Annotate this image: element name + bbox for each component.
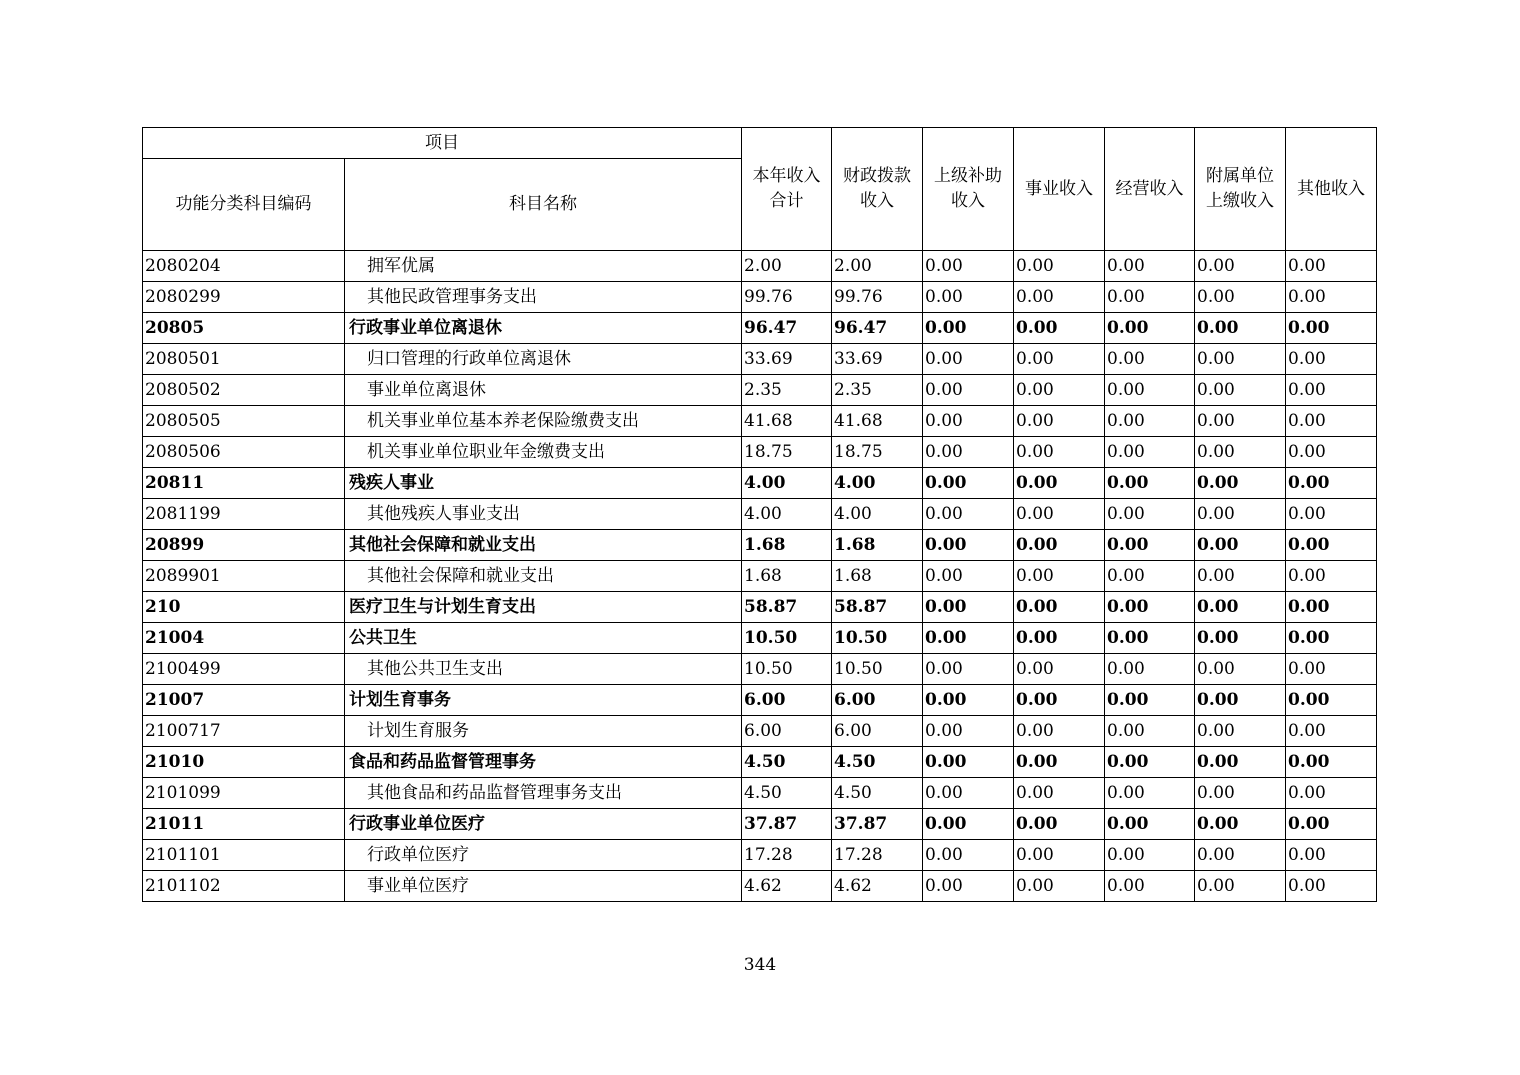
value-cell: 4.00	[742, 499, 832, 530]
value-cell: 1.68	[742, 530, 832, 561]
name-cell: 其他食品和药品监督管理事务支出	[345, 778, 742, 809]
value-cell: 0.00	[1286, 623, 1377, 654]
table-row	[143, 716, 1377, 747]
header-col-line: 经营收入	[1115, 178, 1184, 199]
value-cell: 0.00	[1286, 282, 1377, 313]
value-cell: 0.00	[1195, 685, 1286, 716]
name-cell: 其他公共卫生支出	[345, 654, 742, 685]
name-cell: 其他社会保障和就业支出	[345, 530, 742, 561]
value-cell: 0.00	[1105, 313, 1195, 344]
value-cell: 0.00	[1014, 871, 1105, 902]
value-cell: 0.00	[1105, 685, 1195, 716]
code-cell: 21007	[143, 685, 345, 716]
value-cell: 99.76	[742, 282, 832, 313]
name-cell: 其他社会保障和就业支出	[345, 561, 742, 592]
value-cell: 10.50	[742, 623, 832, 654]
value-cell: 0.00	[1014, 282, 1105, 313]
value-cell: 0.00	[923, 871, 1014, 902]
value-cell: 0.00	[1014, 623, 1105, 654]
table-row	[143, 282, 1377, 313]
table-header	[143, 128, 1377, 251]
value-cell: 0.00	[1195, 840, 1286, 871]
value-cell: 0.00	[1014, 716, 1105, 747]
name-cell: 行政单位医疗	[345, 840, 742, 871]
code-cell: 2080204	[143, 251, 345, 282]
value-cell: 0.00	[1195, 809, 1286, 840]
value-cell: 0.00	[1195, 530, 1286, 561]
value-cell: 0.00	[923, 499, 1014, 530]
value-cell: 0.00	[1195, 437, 1286, 468]
code-cell: 21011	[143, 809, 345, 840]
name-cell: 事业单位医疗	[345, 871, 742, 902]
value-cell: 1.68	[742, 561, 832, 592]
value-cell: 17.28	[742, 840, 832, 871]
value-cell: 0.00	[1105, 561, 1195, 592]
name-cell: 机关事业单位基本养老保险缴费支出	[345, 406, 742, 437]
table-row	[143, 840, 1377, 871]
code-cell: 2081199	[143, 499, 345, 530]
value-cell: 0.00	[1014, 530, 1105, 561]
name-cell: 其他民政管理事务支出	[345, 282, 742, 313]
header-col-line: 合计	[769, 191, 804, 211]
value-cell: 0.00	[1105, 282, 1195, 313]
value-cell: 0.00	[1195, 778, 1286, 809]
value-cell: 0.00	[923, 530, 1014, 561]
value-cell: 17.28	[832, 840, 923, 871]
value-cell: 0.00	[923, 344, 1014, 375]
value-cell: 0.00	[923, 406, 1014, 437]
name-cell: 计划生育事务	[345, 685, 742, 716]
code-cell: 20811	[143, 468, 345, 499]
header-col-line: 上缴收入	[1206, 191, 1274, 211]
name-cell: 机关事业单位职业年金缴费支出	[345, 437, 742, 468]
code-cell: 2080299	[143, 282, 345, 313]
value-cell: 0.00	[1105, 530, 1195, 561]
header-col-superior-subsidy	[923, 128, 1014, 251]
code-cell: 2101101	[143, 840, 345, 871]
value-cell: 0.00	[1014, 840, 1105, 871]
header-col-line: 附属单位	[1206, 166, 1274, 186]
table-row	[143, 375, 1377, 406]
value-cell: 0.00	[1286, 716, 1377, 747]
value-cell: 0.00	[1105, 592, 1195, 623]
value-cell: 37.87	[832, 809, 923, 840]
value-cell: 2.00	[742, 251, 832, 282]
value-cell: 33.69	[742, 344, 832, 375]
value-cell: 0.00	[923, 747, 1014, 778]
name-cell: 食品和药品监督管理事务	[345, 747, 742, 778]
code-cell: 21004	[143, 623, 345, 654]
code-cell: 2080501	[143, 344, 345, 375]
table-row	[143, 406, 1377, 437]
name-cell: 归口管理的行政单位离退休	[345, 344, 742, 375]
value-cell: 0.00	[923, 251, 1014, 282]
value-cell: 0.00	[1014, 654, 1105, 685]
value-cell: 0.00	[1195, 561, 1286, 592]
value-cell: 0.00	[1195, 282, 1286, 313]
value-cell: 0.00	[1105, 251, 1195, 282]
header-col-total	[742, 128, 832, 251]
value-cell: 0.00	[1286, 747, 1377, 778]
value-cell: 0.00	[923, 840, 1014, 871]
value-cell: 0.00	[1286, 809, 1377, 840]
table-body	[143, 251, 1377, 902]
table-row	[143, 871, 1377, 902]
table-row	[143, 468, 1377, 499]
name-cell: 事业单位离退休	[345, 375, 742, 406]
value-cell: 0.00	[1014, 685, 1105, 716]
header-col-other-income	[1286, 128, 1377, 251]
value-cell: 0.00	[1286, 406, 1377, 437]
value-cell: 0.00	[1105, 344, 1195, 375]
value-cell: 0.00	[923, 437, 1014, 468]
page-number: 344	[743, 955, 777, 975]
header-col-affiliate-income	[1195, 128, 1286, 251]
value-cell: 0.00	[1014, 778, 1105, 809]
value-cell: 0.00	[1105, 437, 1195, 468]
value-cell: 0.00	[1105, 468, 1195, 499]
header-col-line: 本年收入	[752, 166, 821, 186]
value-cell: 0.00	[923, 313, 1014, 344]
value-cell: 4.00	[832, 499, 923, 530]
code-cell: 2101099	[143, 778, 345, 809]
name-cell: 公共卫生	[345, 623, 742, 654]
value-cell: 0.00	[1105, 778, 1195, 809]
value-cell: 6.00	[832, 716, 923, 747]
value-cell: 2.35	[832, 375, 923, 406]
value-cell: 0.00	[1195, 313, 1286, 344]
value-cell: 0.00	[923, 375, 1014, 406]
table-row	[143, 437, 1377, 468]
value-cell: 0.00	[1286, 592, 1377, 623]
value-cell: 0.00	[923, 282, 1014, 313]
table-row	[143, 685, 1377, 716]
value-cell: 0.00	[1014, 375, 1105, 406]
header-col-line: 事业收入	[1025, 178, 1093, 199]
value-cell: 4.62	[742, 871, 832, 902]
name-cell: 行政事业单位离退休	[345, 313, 742, 344]
table-row	[143, 623, 1377, 654]
value-cell: 10.50	[742, 654, 832, 685]
table-row	[143, 747, 1377, 778]
value-cell: 0.00	[1014, 809, 1105, 840]
table-row	[143, 313, 1377, 344]
value-cell: 0.00	[1195, 406, 1286, 437]
value-cell: 4.00	[742, 468, 832, 499]
header-col-line: 上级补助	[934, 166, 1002, 186]
code-cell: 2100717	[143, 716, 345, 747]
value-cell: 0.00	[923, 592, 1014, 623]
value-cell: 0.00	[923, 809, 1014, 840]
header-col-fiscal	[832, 128, 923, 251]
value-cell: 0.00	[1105, 809, 1195, 840]
value-cell: 0.00	[1105, 871, 1195, 902]
header-code: 功能分类科目编码	[143, 159, 345, 251]
value-cell: 0.00	[1195, 468, 1286, 499]
value-cell: 0.00	[923, 716, 1014, 747]
value-cell: 4.50	[742, 747, 832, 778]
value-cell: 0.00	[923, 561, 1014, 592]
header-project: 项目	[143, 128, 742, 159]
value-cell: 0.00	[1014, 251, 1105, 282]
value-cell: 41.68	[742, 406, 832, 437]
value-cell: 1.68	[832, 561, 923, 592]
value-cell: 0.00	[1195, 375, 1286, 406]
value-cell: 6.00	[742, 685, 832, 716]
table-row	[143, 809, 1377, 840]
value-cell: 0.00	[1286, 871, 1377, 902]
value-cell: 99.76	[832, 282, 923, 313]
value-cell: 0.00	[1195, 499, 1286, 530]
code-cell: 21010	[143, 747, 345, 778]
value-cell: 41.68	[832, 406, 923, 437]
value-cell: 0.00	[1286, 530, 1377, 561]
table-row	[143, 592, 1377, 623]
value-cell: 0.00	[1195, 747, 1286, 778]
table-row	[143, 778, 1377, 809]
header-col-business-income	[1014, 128, 1105, 251]
code-cell: 2089901	[143, 561, 345, 592]
header-col-operating-income	[1105, 128, 1195, 251]
value-cell: 0.00	[1286, 437, 1377, 468]
value-cell: 0.00	[1195, 251, 1286, 282]
value-cell: 0.00	[1286, 375, 1377, 406]
value-cell: 0.00	[1195, 654, 1286, 685]
value-cell: 0.00	[1105, 654, 1195, 685]
value-cell: 0.00	[1195, 623, 1286, 654]
name-cell: 拥军优属	[345, 251, 742, 282]
value-cell: 0.00	[923, 778, 1014, 809]
value-cell: 0.00	[1286, 778, 1377, 809]
code-cell: 2080505	[143, 406, 345, 437]
value-cell: 0.00	[1286, 468, 1377, 499]
header-col-line: 财政拨款	[843, 166, 911, 186]
value-cell: 0.00	[1105, 716, 1195, 747]
name-cell: 计划生育服务	[345, 716, 742, 747]
value-cell: 10.50	[832, 654, 923, 685]
value-cell: 0.00	[1286, 685, 1377, 716]
code-cell: 210	[143, 592, 345, 623]
value-cell: 0.00	[923, 468, 1014, 499]
value-cell: 58.87	[742, 592, 832, 623]
header-col-line: 收入	[951, 191, 985, 211]
value-cell: 0.00	[1105, 623, 1195, 654]
table-row	[143, 561, 1377, 592]
code-cell: 20899	[143, 530, 345, 561]
value-cell: 37.87	[742, 809, 832, 840]
header-col-line: 收入	[860, 191, 894, 211]
value-cell: 0.00	[1014, 344, 1105, 375]
code-cell: 2100499	[143, 654, 345, 685]
value-cell: 4.00	[832, 468, 923, 499]
value-cell: 0.00	[1286, 654, 1377, 685]
value-cell: 33.69	[832, 344, 923, 375]
value-cell: 0.00	[1105, 375, 1195, 406]
name-cell: 其他残疾人事业支出	[345, 499, 742, 530]
value-cell: 0.00	[1195, 716, 1286, 747]
value-cell: 0.00	[1286, 561, 1377, 592]
code-cell: 2080502	[143, 375, 345, 406]
table-row	[143, 344, 1377, 375]
code-cell: 2101102	[143, 871, 345, 902]
value-cell: 6.00	[832, 685, 923, 716]
value-cell: 0.00	[923, 685, 1014, 716]
code-cell: 20805	[143, 313, 345, 344]
value-cell: 0.00	[1014, 406, 1105, 437]
value-cell: 0.00	[1195, 344, 1286, 375]
value-cell: 4.50	[742, 778, 832, 809]
value-cell: 0.00	[1286, 840, 1377, 871]
value-cell: 58.87	[832, 592, 923, 623]
value-cell: 4.50	[832, 747, 923, 778]
value-cell: 0.00	[1105, 499, 1195, 530]
name-cell: 行政事业单位医疗	[345, 809, 742, 840]
value-cell: 0.00	[1105, 406, 1195, 437]
value-cell: 0.00	[1014, 561, 1105, 592]
value-cell: 0.00	[1195, 871, 1286, 902]
value-cell: 4.50	[832, 778, 923, 809]
value-cell: 4.62	[832, 871, 923, 902]
name-cell: 医疗卫生与计划生育支出	[345, 592, 742, 623]
value-cell: 0.00	[923, 623, 1014, 654]
value-cell: 0.00	[1014, 437, 1105, 468]
value-cell: 0.00	[1286, 313, 1377, 344]
table-row	[143, 499, 1377, 530]
value-cell: 96.47	[742, 313, 832, 344]
value-cell: 0.00	[1105, 747, 1195, 778]
value-cell: 18.75	[832, 437, 923, 468]
value-cell: 0.00	[923, 654, 1014, 685]
value-cell: 10.50	[832, 623, 923, 654]
value-cell: 2.00	[832, 251, 923, 282]
value-cell: 0.00	[1014, 592, 1105, 623]
table-row	[143, 654, 1377, 685]
value-cell: 0.00	[1195, 592, 1286, 623]
value-cell: 6.00	[742, 716, 832, 747]
table-row	[143, 251, 1377, 282]
value-cell: 96.47	[832, 313, 923, 344]
value-cell: 0.00	[1286, 499, 1377, 530]
header-col-line: 其他收入	[1297, 178, 1365, 199]
value-cell: 0.00	[1014, 499, 1105, 530]
budget-table	[142, 127, 1377, 902]
value-cell: 18.75	[742, 437, 832, 468]
value-cell: 1.68	[832, 530, 923, 561]
value-cell: 0.00	[1014, 313, 1105, 344]
code-cell: 2080506	[143, 437, 345, 468]
value-cell: 0.00	[1105, 840, 1195, 871]
value-cell: 0.00	[1014, 468, 1105, 499]
value-cell: 0.00	[1286, 344, 1377, 375]
header-name: 科目名称	[345, 159, 742, 251]
name-cell: 残疾人事业	[345, 468, 742, 499]
value-cell: 2.35	[742, 375, 832, 406]
value-cell: 0.00	[1286, 251, 1377, 282]
value-cell: 0.00	[1014, 747, 1105, 778]
table-row	[143, 530, 1377, 561]
